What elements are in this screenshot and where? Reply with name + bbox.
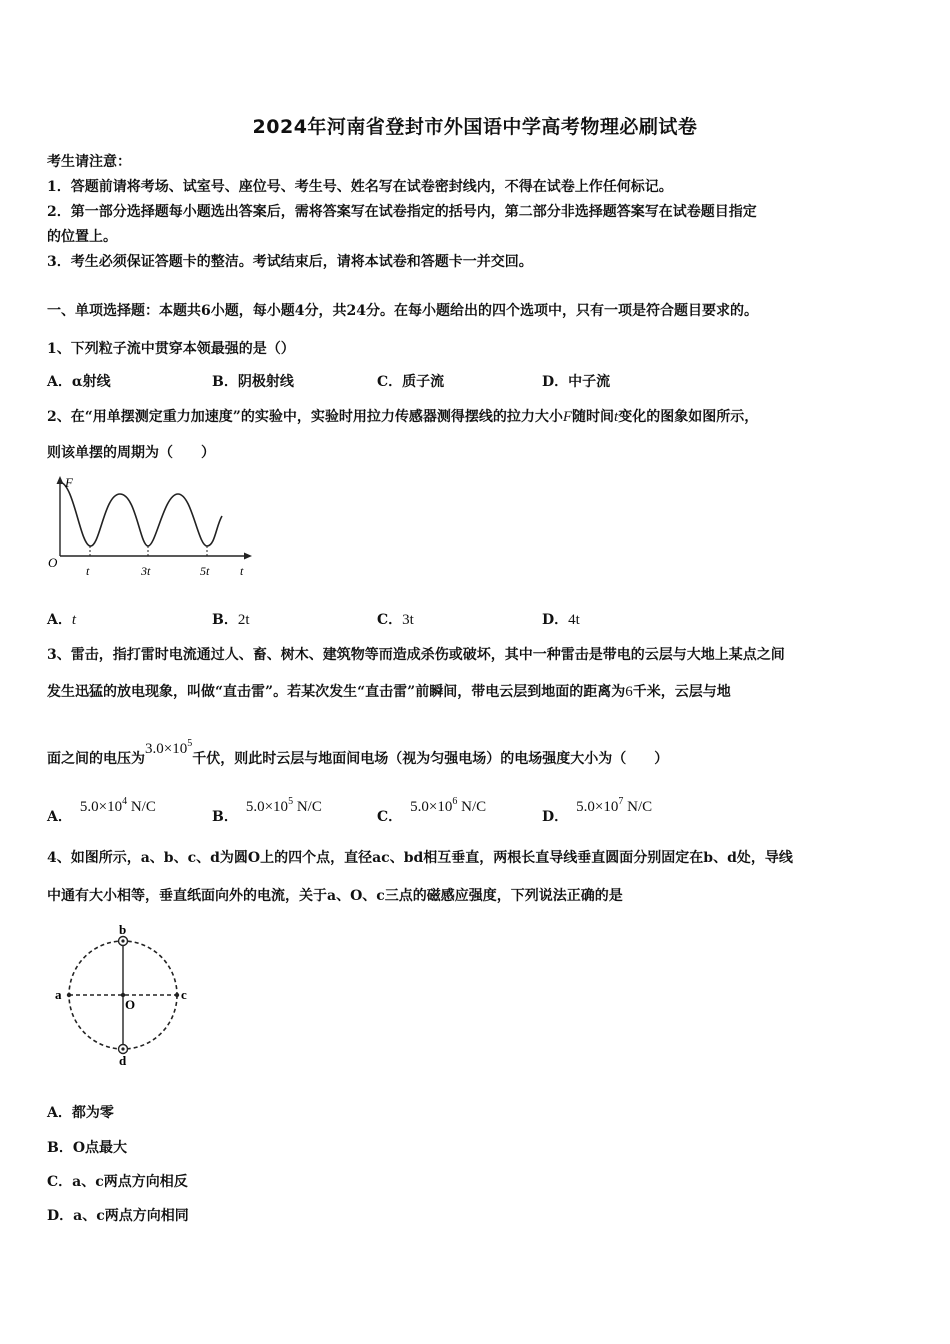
q3-option-a-mantissa: 5.0×10 xyxy=(79,799,123,815)
q3-option-b-value xyxy=(245,796,322,815)
q1-stem: 1、下列粒子流中贯穿本领最强的是（） xyxy=(47,341,295,357)
q3-option-a-letter: A． xyxy=(47,809,72,825)
wire-b-dot xyxy=(121,939,124,942)
q3-option-a-exp: 4 xyxy=(122,796,128,807)
q3-line3-a: 面之间的电压为 xyxy=(47,751,145,767)
q3-option-c-unit: N/C xyxy=(457,799,487,815)
q3-line2-a: 发生迅猛的放电现象，叫做“直击雷”。若某次发生“直击雷”前瞬间，带电云层到地面的距离为 xyxy=(47,684,626,700)
page-title: 2024年河南省登封市外国语中学高考物理必刷试卷 xyxy=(252,116,698,138)
q4-line1: 4、如图所示，a、b、c、d为圆O上的四个点，直径ac、bd相互垂直，两根长直导线垂直圆面分别固定在b、d处，导线 xyxy=(47,850,793,866)
q2-option-d-letter: D． xyxy=(542,612,569,628)
q3-line2 xyxy=(47,683,731,701)
label-a: a xyxy=(55,987,62,1002)
q4-option-a: A．都为零 xyxy=(47,1105,114,1121)
label-b: b xyxy=(119,922,127,937)
q3-option-d xyxy=(542,796,653,826)
q3-option-b-unit: N/C xyxy=(293,799,322,815)
q3-option-c-mantissa: 5.0×10 xyxy=(410,799,453,815)
q2-stem-b: 随时间 xyxy=(572,409,615,425)
q3-option-d-letter: D． xyxy=(542,809,569,825)
q3-option-d-mantissa: 5.0×10 xyxy=(576,799,619,815)
notice-item-2-cont: 的位置上。 xyxy=(47,229,117,245)
label-c: c xyxy=(181,987,187,1002)
q3-line1: 3、雷击，指打雷时电流通过人、畜、树木、建筑物等而造成杀伤或破坏，其中一种雷击是带电的云层与大地上某点之间 xyxy=(47,647,785,663)
graph-x-label: t xyxy=(240,564,244,578)
q3-option-c-exp: 6 xyxy=(452,796,458,807)
q3-option-b-letter: B． xyxy=(212,809,238,825)
q2-var-t: t xyxy=(614,409,619,425)
q2-option-d-value: 4t xyxy=(568,612,580,628)
q3-voltage xyxy=(145,738,193,757)
q2-option-a-value: t xyxy=(71,612,77,628)
q3-option-b-mantissa: 5.0×10 xyxy=(245,799,289,815)
q2-option-c xyxy=(377,611,414,629)
q3-option-c-value xyxy=(410,796,487,815)
q3-line3 xyxy=(47,738,669,768)
force-curve xyxy=(60,482,222,546)
q3-voltage-mantissa: 3.0×10 xyxy=(145,741,188,757)
q2-option-d xyxy=(542,611,580,629)
q3-option-b xyxy=(212,796,322,826)
section-heading: 一、单项选择题：本题共6小题，每小题4分，共24分。在每小题给出的四个选项中，只有一项是符合题目要求的。 xyxy=(47,303,758,319)
q3-option-b-exp: 5 xyxy=(288,796,294,807)
point-a xyxy=(67,993,71,997)
q3-voltage-exp: 5 xyxy=(187,738,193,749)
q4-option-c: C．a、c两点方向相反 xyxy=(47,1174,188,1190)
graph-tick-3t: 3t xyxy=(141,564,151,578)
x-axis-arrow xyxy=(244,553,252,560)
q4-option-b: B．O点最大 xyxy=(47,1140,128,1156)
notice-item-2: 2．第一部分选择题每小题选出答案后，需将答案写在试卷指定的括号内，第二部分非选择题答案写在试卷题目指定 xyxy=(47,204,757,220)
q3-option-c xyxy=(377,796,487,826)
q3-option-a xyxy=(47,796,156,826)
q3-option-d-value xyxy=(576,796,653,815)
q2-stem-a: 2、在“用单摆测定重力加速度”的实验中，实验时用拉力传感器测得摆线的拉力大小 xyxy=(47,409,563,425)
q4-line2: 中通有大小相等，垂直纸面向外的电流，关于a、O、c三点的磁感应强度，下列说法正确的是 xyxy=(47,888,623,904)
q2-option-b-letter: B． xyxy=(212,612,238,628)
q2-option-c-value: 3t xyxy=(402,612,414,628)
q2-option-a xyxy=(47,611,76,629)
wire-d-dot xyxy=(121,1047,124,1050)
notice-item-3: 3．考生必须保证答题卡的整洁。考试结束后，请将本试卷和答题卡一并交回。 xyxy=(47,254,533,270)
q1-option-b: B．阴极射线 xyxy=(212,374,294,390)
q3-option-a-value xyxy=(79,796,156,815)
label-o: O xyxy=(125,997,136,1012)
q1-option-d: D．中子流 xyxy=(542,374,611,390)
graph-tick-t: t xyxy=(86,564,90,578)
q2-stem-line2: 则该单摆的周期为（ ） xyxy=(47,445,215,461)
q3-option-d-unit: N/C xyxy=(623,799,653,815)
q3-option-a-unit: N/C xyxy=(127,799,156,815)
q2-stem-c: 变化的图象如图所示， xyxy=(618,409,759,425)
point-c xyxy=(175,993,179,997)
q3-line3-b: 千伏，则此时云层与地面间电场（视为匀强电场）的电场强度大小为（ ） xyxy=(192,751,669,767)
q2-option-c-letter: C． xyxy=(377,612,403,628)
q3-option-c-letter: C． xyxy=(377,809,403,825)
label-d: d xyxy=(119,1053,127,1068)
q3-option-d-exp: 7 xyxy=(618,796,624,807)
q2-option-a-letter: A． xyxy=(47,612,72,628)
q2-option-b xyxy=(212,611,250,629)
q2-option-b-value: 2t xyxy=(237,612,250,628)
q4-option-d: D．a、c两点方向相同 xyxy=(47,1208,189,1224)
q2-var-f: F xyxy=(562,409,573,425)
q2-force-time-graph xyxy=(44,474,259,584)
notice-item-1: 1．答题前请将考场、试室号、座位号、考生号、姓名写在试卷密封线内，不得在试卷上作任何标记。 xyxy=(47,179,673,195)
q1-option-c: C．质子流 xyxy=(377,374,445,390)
graph-y-label: F xyxy=(65,475,73,490)
q3-line2-b: 千米，云层与地 xyxy=(632,684,731,700)
q2-stem xyxy=(47,408,758,426)
q3-distance: 6 xyxy=(625,684,633,700)
graph-origin-label: O xyxy=(48,555,58,570)
notice-heading: 考生请注意： xyxy=(47,154,131,170)
graph-tick-5t: 5t xyxy=(200,564,210,578)
q4-circle-diagram xyxy=(48,922,198,1072)
q1-option-a: A．α射线 xyxy=(47,374,111,390)
